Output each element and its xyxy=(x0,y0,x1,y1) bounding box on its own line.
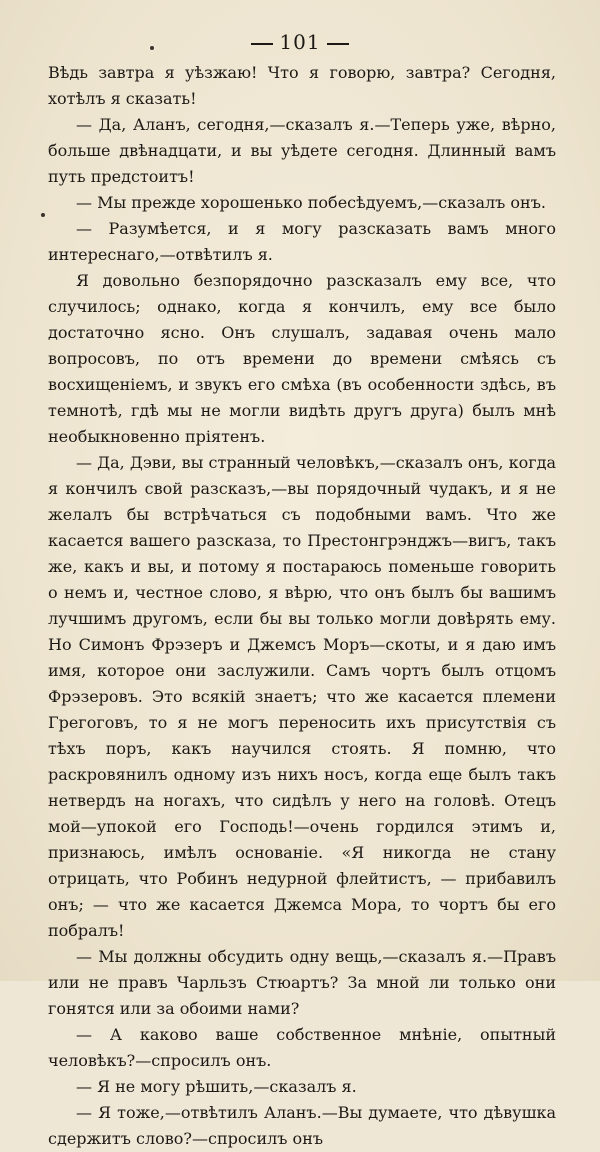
paper-speck xyxy=(150,46,154,50)
paragraph-2: — Да, Аланъ, сегодня,—сказалъ я.—Теперь уже, вѣрно, больше двѣнадцати, и вы уѣдете сегодня. Длинный вамъ путь предстоитъ! xyxy=(48,115,556,186)
paragraph-10: — Я тоже,—отвѣтилъ Аланъ.—Вы думаете, что дѣвушка сдержитъ слово?—спросилъ онъ xyxy=(48,1103,556,1148)
paragraph-3: — Мы прежде хорошенько побесѣдуемъ,—сказалъ онъ. xyxy=(76,193,546,212)
page-number: 101 xyxy=(279,30,321,54)
body-text xyxy=(48,60,556,1152)
paragraph-6: — Да, Дэви, вы странный человѣкъ,—сказалъ онъ, когда я кончилъ свой разсказъ,—вы порядочный чудакъ, и я не желалъ бы встрѣчаться съ подобными вамъ. Что же касается вашего разсказа, то Престонгрэнджъ—вигъ, такъ же, какъ и вы, и потому я постараюсь поменьше говорить о немъ и, честное слово, я вѣрю, что онъ былъ бы вашимъ лучшимъ другомъ, если бы вы только могли довѣрять ему. Но Симонъ Фрэзеръ и Джемсъ Моръ—скоты, и я даю имъ имя, которое они заслужили. Самъ чортъ былъ отцомъ Фрэзеровъ. Это всякій знаетъ; что же касается племени Грегоговъ, то я не могъ переносить ихъ присутствія съ тѣхъ поръ, какъ научился стоять. Я помню, что раскровянилъ одному изъ нихъ носъ, когда еще былъ такъ нетвердъ на ногахъ, что сидѣлъ у него на головѣ. Отецъ мой—упокой его Господь!—очень гордился этимъ и, признаюсь, имѣлъ основаніе. «Я никогда не стану отрицать, что Робинъ недурной флейтистъ, — прибавилъ онъ; — что же касается Джемса Мора, то чортъ бы его побралъ! xyxy=(48,453,556,940)
right-dash xyxy=(327,43,349,45)
paragraph-8: — А каково ваше собственное мнѣніе, опытный человѣкъ?—спросилъ онъ. xyxy=(48,1025,556,1070)
paper-speck xyxy=(41,213,45,217)
left-dash xyxy=(251,43,273,45)
page-number-header xyxy=(0,30,600,54)
paragraph-7: — Мы должны обсудить одну вещь,—сказалъ я.—Правъ или не правъ Чарльзъ Стюартъ? За мной ли только они гонятся или за обоими нами? xyxy=(48,947,556,1018)
paragraph-4: — Разумѣется, и я могу разсказать вамъ много интереснаго,—отвѣтилъ я. xyxy=(48,219,556,264)
paragraph-5: Я довольно безпорядочно разсказалъ ему все, что случилось; однако, когда я кончилъ, ему все было достаточно ясно. Онъ слушалъ, задавая очень мало вопросовъ, по отъ времени до времени смѣясь съ восхищеніемъ, и звукъ его смѣха (въ особенности здѣсь, въ темнотѣ, гдѣ мы не могли видѣть другъ друга) былъ мнѣ необыкновенно пріятенъ. xyxy=(48,271,556,446)
paragraph-9: — Я не могу рѣшить,—сказалъ я. xyxy=(76,1077,357,1096)
paragraph-1: Вѣдь завтра я уѣзжаю! Что я говорю, завтра? Сегодня, хотѣлъ я сказать! xyxy=(48,63,556,108)
